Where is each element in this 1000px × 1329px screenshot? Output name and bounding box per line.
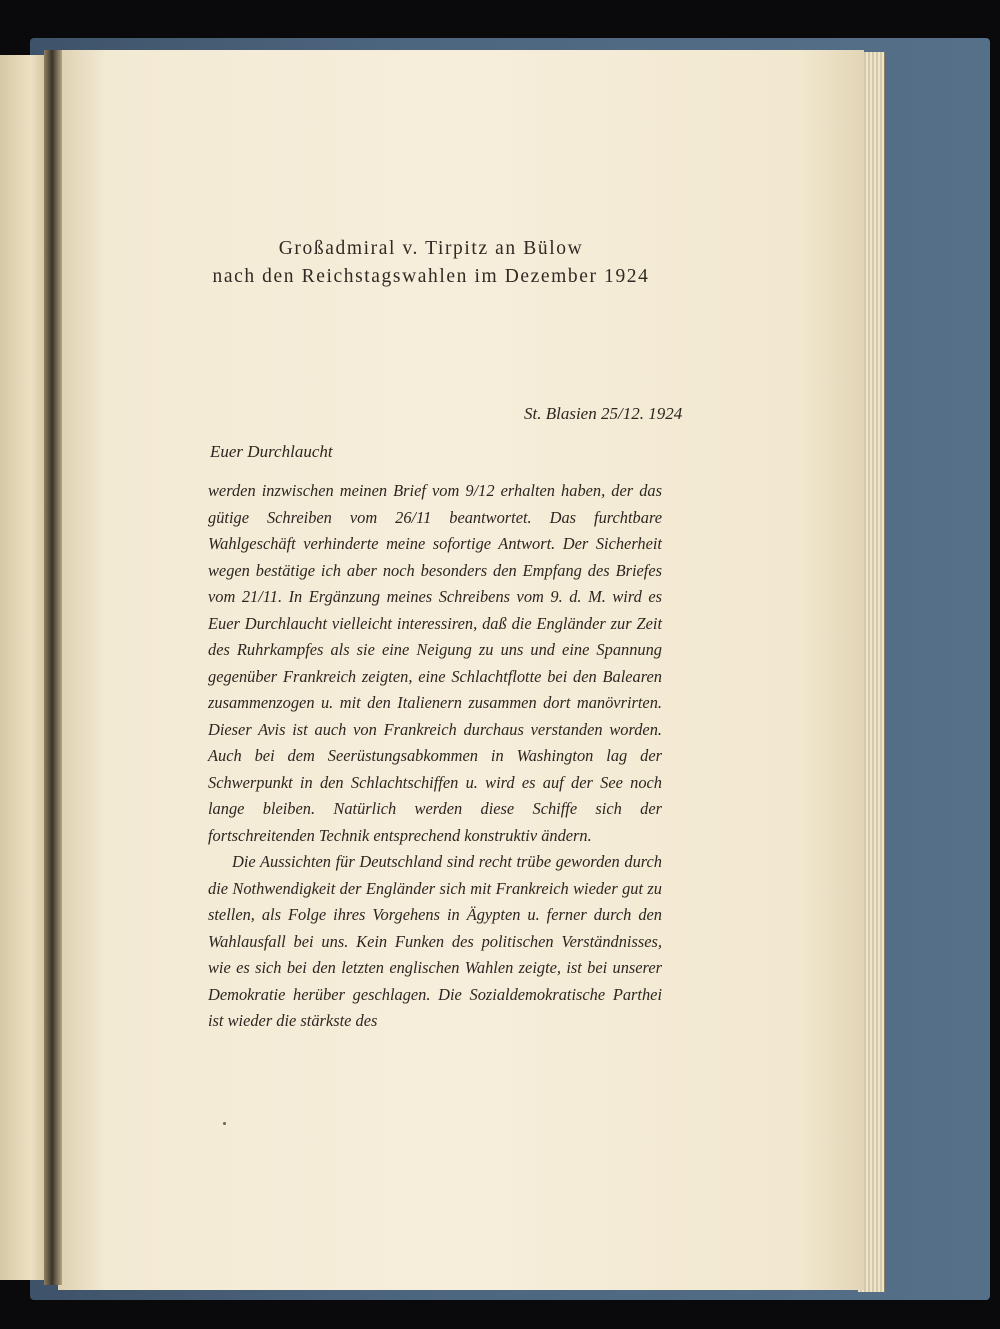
letter-paragraph-1: werden inzwischen meinen Brief vom 9/12 erhalten haben, der das gütige Schreiben vom 26/11 beantwortet. Das furchtbare Wahlgeschäft verhinderte meine sofortige Antwort. Der Sicherheit wegen bestätige ich aber noch besonders den Empfang des Briefes vom 21/11. In Ergänzung meines Schreibens vom 9. d. M. wird es Euer Durchlaucht vielleicht interessiren, daß die Engländer zur Zeit des Ruhrkampfes als sie eine Neigung zu uns und eine Spannung gegenüber Frankreich zeigten, eine Schlachtflotte bei den Balearen zusammenzogen u. mit den Italienern zusammen dort manövrirten. Dieser Avis ist auch von Frankreich durchaus verstanden worden. Auch bei dem Seerüstungsabkommen in Washington lag der Schwerpunkt in den Schlachtschiffen u. wird es auf der See noch lange bleiben. Natürlich werden diese Schiffe sich der fortschreitenden Technik entsprechend konstruktiv ändern. — [208, 481, 662, 845]
letter-paragraph-2: Die Aussichten für Deutschland sind recht trübe geworden durch die Nothwendigkeit der Engländer sich mit Frankreich wieder gut zu stellen, als Folge ihres Vorgehens in Ägypten u. ferner durch den Wahlausfall bei uns. Kein Funken des politischen Verständnisses, wie es sich bei den letzten englischen Wahlen zeigte, ist bei unserer Demokratie herüber geschlagen. Die Sozialdemokratische Parthei ist wieder die stärkste des — [208, 852, 662, 1030]
page-title-line-2: nach den Reichstagswahlen im Dezember 1924 — [212, 266, 650, 287]
letter-place-date: St. Blasien 25/12. 1924 — [524, 404, 683, 423]
book-gutter — [44, 50, 62, 1285]
page-title-line-1: Großadmiral v. Tirpitz an Bülow — [278, 238, 584, 259]
book-page — [58, 50, 864, 1290]
page-speck — [223, 1122, 226, 1125]
letter-salutation: Euer Durchlaucht — [210, 442, 333, 461]
letter-body — [208, 478, 662, 1035]
